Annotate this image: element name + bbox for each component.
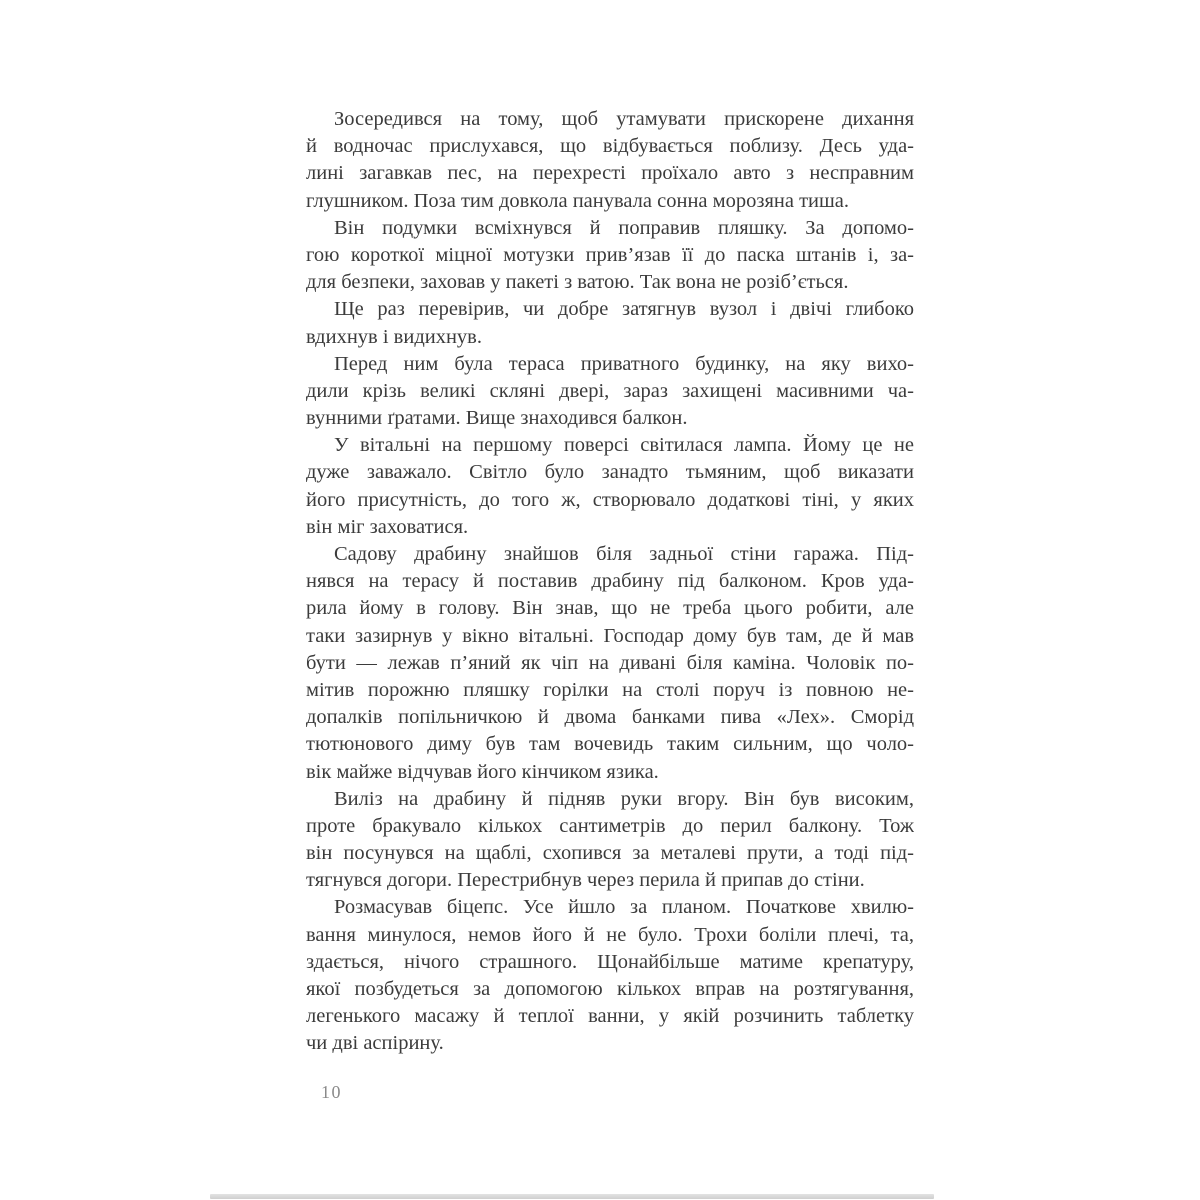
text-line: для безпеки, заховав у пакеті з ватою. Так вона не розіб’ється. xyxy=(306,271,849,294)
paragraph xyxy=(306,541,914,786)
text-line: вунними ґратами. Вище знаходився балкон. xyxy=(306,407,688,430)
page-bottom-edge-bar xyxy=(210,1194,934,1199)
text-line: Зосередився на тому, щоб утамувати прискорене дихання xyxy=(334,108,914,130)
text-line: легенького масажу й теплої ванни, у якій розчинить таблетку xyxy=(306,1005,914,1028)
text-line: допалків попільничкою й двома банками пива «Лех». Сморід xyxy=(306,706,914,729)
paragraph xyxy=(306,215,914,297)
text-line: чи дві аспірину. xyxy=(306,1032,444,1055)
text-line: якої позбудеться за допомогою кількох вправ на розтягування, xyxy=(306,978,914,1000)
text-line: він посунувся на щаблі, схопився за металеві прути, а тоді під- xyxy=(306,842,914,865)
page-text-block xyxy=(306,106,914,1058)
text-line: Виліз на драбину й підняв руки вгору. Він був високим, xyxy=(334,787,914,810)
text-line: вання минулося, немов його й не було. Трохи боліли плечі, та, xyxy=(306,923,914,946)
text-line: він міг заховатися. xyxy=(306,515,469,538)
text-line: глушником. Поза тим довкола панувала сонна морозяна тиша. xyxy=(306,189,850,212)
text-line: Він подумки всміхнувся й поправив пляшку. За допомо- xyxy=(334,216,914,239)
text-line: таки зазирнув у вікно вітальні. Господар дому був там, де й мав xyxy=(306,624,914,647)
text-line: мітив порожню пляшку горілки на столі поруч із повною не- xyxy=(306,678,914,701)
text-line: гою короткої міцної мотузки прив’язав її до паска штанів і, за- xyxy=(306,243,914,266)
text-line: Ще раз перевірив, чи добре затягнув вузол і двічі глибоко xyxy=(334,298,914,321)
text-line: нявся на терасу й поставив драбину під балконом. Кров уда- xyxy=(306,570,914,593)
text-line: У вітальні на першому поверсі світилася лампа. Йому це не xyxy=(334,434,914,457)
text-line: тютюнового диму був там вочевидь таким сильним, що чоло- xyxy=(306,733,914,756)
text-line: Садову драбину знайшов біля задньої стіни гаража. Під- xyxy=(334,543,914,565)
text-line: й водночас прислухався, що відбувається поблизу. Десь уда- xyxy=(306,135,914,158)
paragraph xyxy=(306,894,914,1057)
text-line: дили крізь великі скляні двері, зараз захищені масивними ча- xyxy=(306,379,914,402)
paragraph xyxy=(306,786,914,895)
text-line: дуже заважало. Світло було занадто тьмяним, щоб виказати xyxy=(306,461,914,484)
paragraph xyxy=(306,432,914,541)
paragraph xyxy=(306,296,914,350)
text-line: здається, нічого страшного. Щонайбільше матиме крепатуру, xyxy=(306,950,914,973)
text-line: Розмасував біцепс. Усе йшло за планом. Початкове хвилю- xyxy=(334,896,914,919)
paragraph xyxy=(306,351,914,433)
text-line: Перед ним була тераса приватного будинку, на яку вихо- xyxy=(334,352,914,375)
paragraph xyxy=(306,106,914,215)
text-line: бути — лежав п’яний як чіп на дивані біля каміна. Чоловік по- xyxy=(306,651,914,674)
page-number: 10 xyxy=(321,1082,342,1102)
text-line: тягнувся догори. Перестрибнув через перила й припав до стіни. xyxy=(306,869,865,892)
text-line: його присутність, до того ж, створювало додаткові тіні, у яких xyxy=(306,488,914,511)
text-line: вік майже відчував його кінчиком язика. xyxy=(306,760,659,783)
text-line: проте бракувало кількох сантиметрів до перил балкону. Тож xyxy=(306,814,914,837)
text-line: лині загавкав пес, на перехресті проїхало авто з несправним xyxy=(306,162,914,185)
text-line: вдихнув і видихнув. xyxy=(306,325,482,348)
text-line: рила йому в голову. Він знав, що не треба цього робити, але xyxy=(306,597,914,620)
